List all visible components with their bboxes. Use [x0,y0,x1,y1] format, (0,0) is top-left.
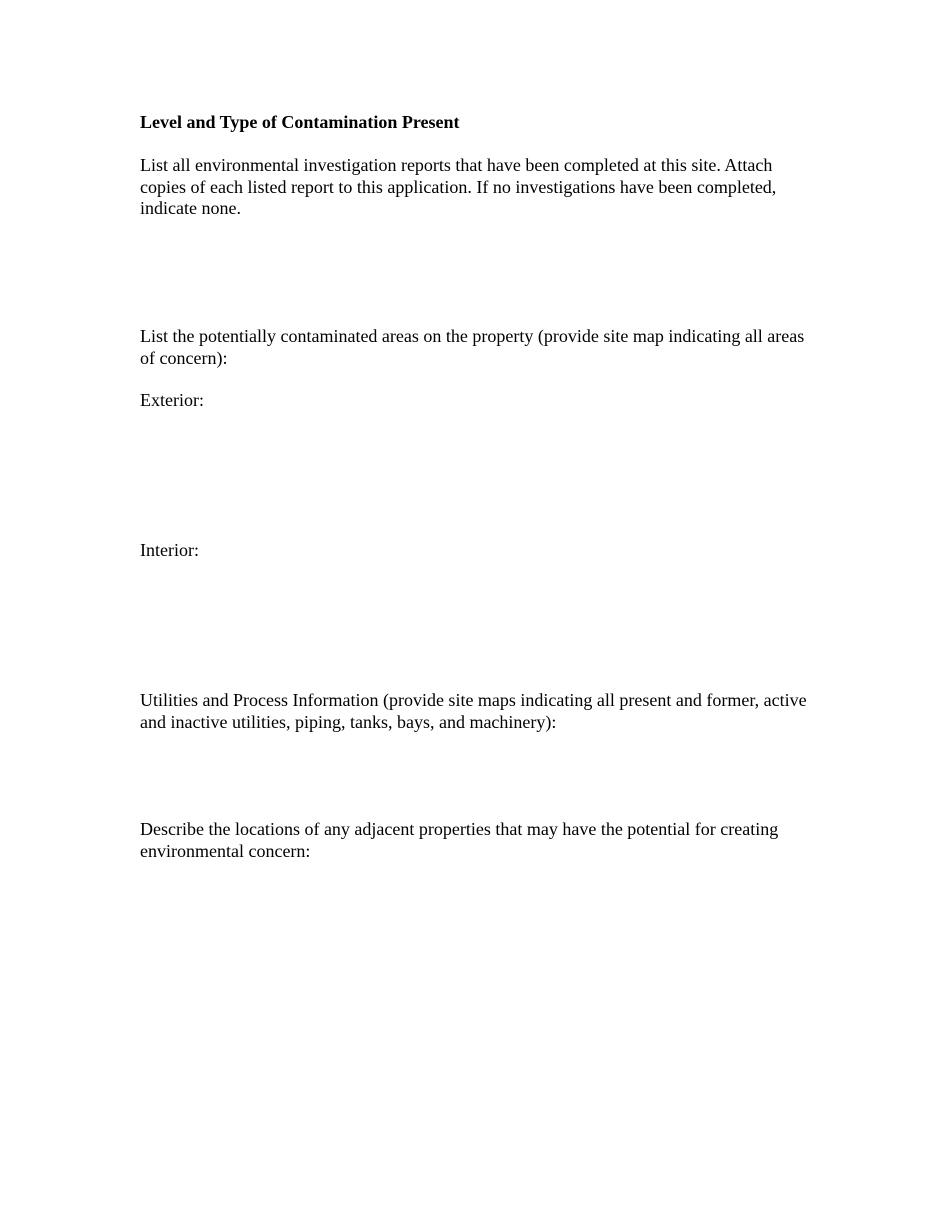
reports-instruction: List all environmental investigation reports that have been completed at this site. Attach copies of each listed report to this application. If no investigations have been completed, indicate none. [140,155,777,218]
utilities-instruction: Utilities and Process Information (provide site maps indicating all present and former, active and inactive utilities, piping, tanks, bays, and machinery): [140,690,807,732]
contaminated-areas-instruction: List the potentially contaminated areas on the property (provide site map indicating all areas of concern): [140,326,805,368]
section-heading: Level and Type of Contamination Present [140,112,460,132]
adjacent-properties-instruction: Describe the locations of any adjacent properties that may have the potential for creating environmental concern: [140,819,779,861]
exterior-label: Exterior: [140,390,204,410]
interior-label: Interior: [140,540,199,560]
